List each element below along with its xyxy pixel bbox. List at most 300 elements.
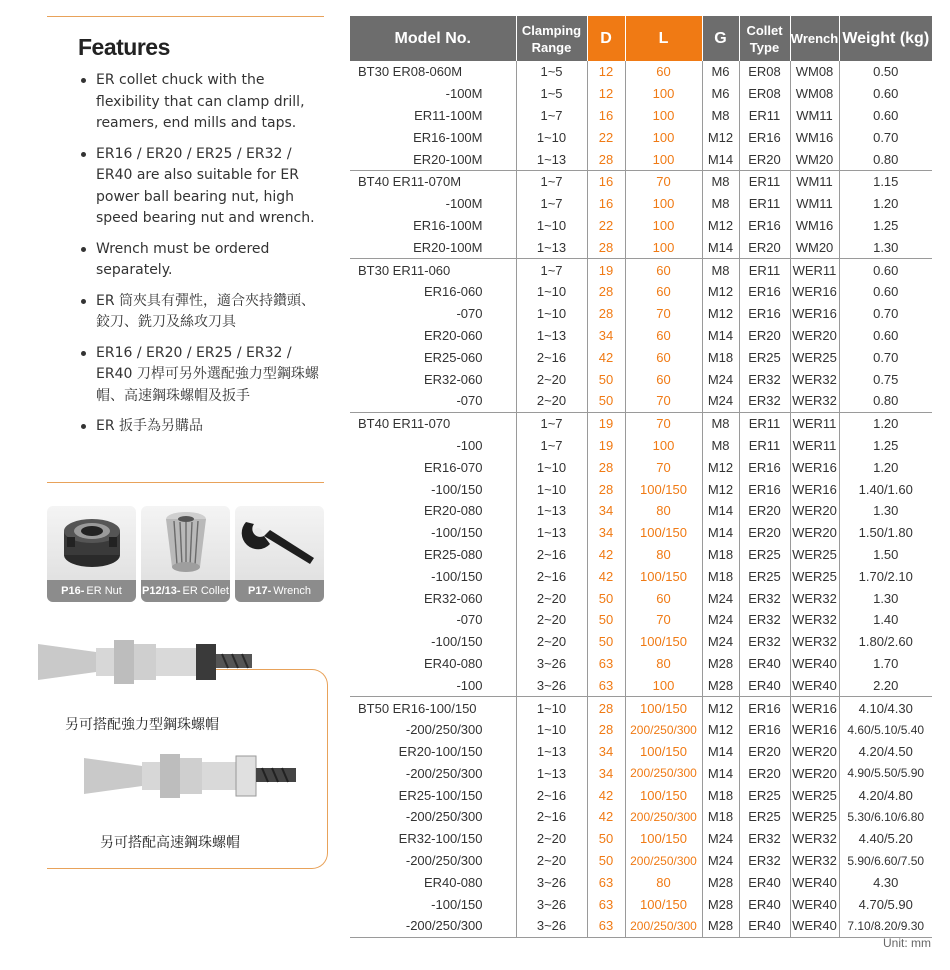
col-wrench: Wrench — [790, 16, 839, 61]
cell-clamping: 1~13 — [516, 236, 587, 258]
cell-clamping: 1~10 — [516, 697, 587, 719]
col-collet-type: Collet Type — [739, 16, 790, 61]
cell-model: -200/250/300 — [350, 915, 516, 937]
cell-collet: ER25 — [739, 346, 790, 368]
cell-weight: 0.60 — [873, 86, 899, 102]
cell-model: ER20-060 — [350, 325, 516, 347]
cell-weight: 4.60/5.10/5.40 — [847, 722, 925, 737]
cell-wrench: WER16 — [790, 303, 839, 325]
feature-item: ER16 / ER20 / ER25 / ER32 / ER40 are also suitable for ER power ball bearing nut, high speed bearing nut and wrench. — [78, 144, 328, 230]
cell-weight: 4.30 — [873, 874, 899, 890]
cell-wrench: WM11 — [790, 193, 839, 215]
cell-model: -100/150 — [350, 565, 516, 587]
thumb-caption: P12/13- ER Collet — [141, 580, 230, 602]
cell-g: M24 — [702, 850, 739, 872]
table-row — [350, 456, 932, 478]
cell-d: 22 — [587, 126, 625, 148]
cell-collet: ER20 — [739, 500, 790, 522]
cell-weight: 0.60 — [839, 259, 932, 281]
table-row — [350, 784, 932, 806]
table-row — [350, 193, 932, 215]
cell-clamping: 1~13 — [516, 763, 587, 785]
cell-l: 60 — [625, 325, 702, 347]
cell-weight: 1.30 — [873, 503, 899, 519]
cell-collet: ER11 — [739, 259, 790, 281]
cell-l: 80 — [625, 871, 702, 893]
cell-clamping: 1~13 — [516, 741, 587, 763]
cell-g: M14 — [702, 741, 739, 763]
cell-model: ER32-060 — [350, 587, 516, 609]
table-row — [350, 170, 932, 192]
cell-model: ER25-100/150 — [350, 784, 516, 806]
cell-l: 100/150 — [625, 784, 702, 806]
cell-g: M28 — [702, 893, 739, 915]
cell-collet: ER40 — [739, 893, 790, 915]
cell-wrench: WER32 — [790, 587, 839, 609]
cell-d: 12 — [587, 61, 625, 83]
cell-collet: ER25 — [739, 784, 790, 806]
cell-l: 70 — [625, 456, 702, 478]
cell-d: 50 — [587, 850, 625, 872]
mid-divider — [47, 482, 324, 483]
cell-l: 70 — [625, 390, 702, 412]
cell-model: -070 — [350, 303, 516, 325]
cell-g: M14 — [702, 148, 739, 170]
cell-weight: 7.10/8.20/9.30 — [839, 915, 932, 937]
cell-g: M8 — [702, 193, 739, 215]
table-row — [350, 609, 932, 631]
cell-d: 63 — [587, 893, 625, 915]
cell-g: M24 — [702, 368, 739, 390]
table-row — [350, 544, 932, 566]
cell-g: M28 — [702, 653, 739, 675]
cell-collet: ER16 — [739, 215, 790, 237]
cell-l: 200/250/300 — [625, 763, 702, 785]
holder-power-nut-caption: 另可搭配強力型鋼珠螺帽 — [65, 717, 219, 733]
cell-d: 28 — [587, 697, 625, 719]
cell-clamping: 2~20 — [516, 828, 587, 850]
table-row — [350, 215, 932, 237]
cell-clamping: 3~26 — [516, 653, 587, 675]
cell-d: 63 — [587, 871, 625, 893]
table-row — [350, 126, 932, 148]
table-row — [350, 303, 932, 325]
cell-l: 200/250/300 — [625, 806, 702, 828]
cell-wrench: WER16 — [790, 719, 839, 741]
cell-model: -200/250/300 — [350, 806, 516, 828]
cell-wrench: WER32 — [790, 390, 839, 412]
cell-weight: 0.60 — [873, 107, 899, 123]
features-list — [78, 70, 328, 447]
cell-collet: ER08 — [739, 83, 790, 105]
cell-collet: ER16 — [739, 478, 790, 500]
cell-d: 50 — [587, 587, 625, 609]
col-model-no: Model No. — [350, 16, 516, 61]
top-divider — [47, 16, 324, 17]
cell-d: 50 — [587, 631, 625, 653]
col-l: L — [625, 16, 702, 61]
cell-wrench: WM20 — [790, 148, 839, 170]
cell-d: 34 — [587, 741, 625, 763]
cell-collet: ER11 — [739, 435, 790, 457]
cell-g: M8 — [702, 412, 739, 434]
cell-clamping: 1~7 — [516, 435, 587, 457]
cell-l: 100 — [625, 435, 702, 457]
cell-model: ER40-080 — [350, 653, 516, 675]
cell-clamping: 1~10 — [516, 456, 587, 478]
cell-l: 80 — [625, 500, 702, 522]
cell-wrench: WM16 — [790, 126, 839, 148]
cell-weight: 1.25 — [873, 217, 899, 233]
cell-weight: 0.80 — [873, 151, 899, 167]
cell-clamping: 2~20 — [516, 631, 587, 653]
cell-g: M28 — [702, 915, 739, 937]
cell-l: 70 — [625, 412, 702, 434]
cell-model: BT50 ER16-100/150 — [350, 697, 516, 719]
cell-wrench: WM11 — [790, 105, 839, 127]
cell-collet: ER32 — [739, 850, 790, 872]
cell-wrench: WER16 — [790, 697, 839, 719]
table-row — [350, 674, 932, 696]
cell-l: 60 — [625, 346, 702, 368]
cell-clamping: 1~10 — [516, 719, 587, 741]
cell-collet: ER20 — [739, 236, 790, 258]
cell-g: M8 — [702, 435, 739, 457]
cell-collet: ER32 — [739, 631, 790, 653]
cell-model: -100M — [350, 83, 516, 105]
cell-d: 42 — [587, 806, 625, 828]
cell-weight: 1.30 — [873, 239, 899, 255]
cell-weight: 1.15 — [839, 170, 932, 192]
cell-g: M12 — [702, 126, 739, 148]
cell-wrench: WER25 — [790, 544, 839, 566]
cell-d: 28 — [587, 148, 625, 170]
table-row — [350, 148, 932, 170]
features-title: Features — [78, 34, 170, 60]
cell-model: ER16-060 — [350, 281, 516, 303]
cell-d: 42 — [587, 784, 625, 806]
cell-clamping: 3~26 — [516, 674, 587, 696]
cell-l: 100 — [625, 126, 702, 148]
cell-wrench: WM16 — [790, 215, 839, 237]
table-row — [350, 236, 932, 258]
cell-l: 100/150 — [625, 741, 702, 763]
cell-clamping: 1~5 — [516, 83, 587, 105]
cell-l: 200/250/300 — [625, 850, 702, 872]
cell-g: M12 — [702, 215, 739, 237]
cell-clamping: 2~16 — [516, 544, 587, 566]
cell-l: 100/150 — [625, 631, 702, 653]
cell-collet: ER20 — [739, 325, 790, 347]
cell-collet: ER11 — [739, 170, 790, 192]
cell-wrench: WER20 — [790, 763, 839, 785]
table-row — [350, 478, 932, 500]
cell-model: -200/250/300 — [350, 719, 516, 741]
cell-weight: 1.70 — [873, 655, 899, 671]
table-row — [350, 522, 932, 544]
table-row — [350, 105, 932, 127]
cell-collet: ER20 — [739, 522, 790, 544]
cell-weight: 2.20 — [873, 677, 899, 693]
cell-collet: ER40 — [739, 915, 790, 937]
cell-weight: 1.20 — [873, 196, 899, 212]
cell-clamping: 2~16 — [516, 565, 587, 587]
table-row — [350, 631, 932, 653]
cell-clamping: 3~26 — [516, 893, 587, 915]
cell-model: -200/250/300 — [350, 763, 516, 785]
cell-collet: ER20 — [739, 741, 790, 763]
cell-wrench: WER40 — [790, 893, 839, 915]
cell-d: 63 — [587, 674, 625, 696]
table-row — [350, 412, 932, 434]
cell-l: 60 — [625, 281, 702, 303]
col-weight: Weight (kg) — [839, 16, 932, 61]
cell-d: 28 — [587, 719, 625, 741]
feature-item: ER 扳手為另購品 — [78, 416, 328, 438]
cell-d: 50 — [587, 368, 625, 390]
cell-d: 42 — [587, 346, 625, 368]
cell-d: 50 — [587, 390, 625, 412]
cell-clamping: 1~13 — [516, 522, 587, 544]
cell-clamping: 1~10 — [516, 215, 587, 237]
table-row — [350, 368, 932, 390]
table-row — [350, 435, 932, 457]
cell-l: 70 — [625, 609, 702, 631]
cell-l: 100/150 — [625, 478, 702, 500]
cell-clamping: 1~7 — [516, 412, 587, 434]
holder-hs-nut-image — [82, 742, 302, 810]
cell-wrench: WER32 — [790, 850, 839, 872]
cell-model: -100 — [350, 435, 516, 457]
table-row — [350, 828, 932, 850]
cell-model: ER16-100M — [350, 126, 516, 148]
cell-model: -100/150 — [350, 478, 516, 500]
feature-item: ER 筒夾具有彈性，適合夾持鑽頭、鉸刀、銑刀及絲攻刀具 — [78, 291, 328, 334]
cell-g: M18 — [702, 346, 739, 368]
cell-wrench: WER40 — [790, 674, 839, 696]
cell-weight: 0.70 — [873, 349, 899, 365]
cell-clamping: 1~10 — [516, 478, 587, 500]
cell-wrench: WM11 — [790, 170, 839, 192]
holder-power-nut-image — [36, 626, 256, 696]
cell-g: M14 — [702, 325, 739, 347]
cell-collet: ER16 — [739, 697, 790, 719]
cell-l: 80 — [625, 544, 702, 566]
cell-wrench: WER11 — [790, 412, 839, 434]
table-row — [350, 806, 932, 828]
cell-d: 34 — [587, 522, 625, 544]
cell-clamping: 3~26 — [516, 915, 587, 937]
cell-l: 60 — [625, 259, 702, 281]
cell-g: M8 — [702, 170, 739, 192]
cell-d: 12 — [587, 83, 625, 105]
cell-model: -070 — [350, 390, 516, 412]
cell-weight: 0.80 — [873, 393, 899, 409]
cell-model: -100 — [350, 674, 516, 696]
cell-model: BT30 ER08-060M — [350, 61, 516, 83]
cell-clamping: 1~7 — [516, 170, 587, 192]
cell-d: 42 — [587, 565, 625, 587]
cell-collet: ER25 — [739, 565, 790, 587]
cell-l: 100 — [625, 674, 702, 696]
cell-model: ER32-060 — [350, 368, 516, 390]
cell-d: 16 — [587, 170, 625, 192]
cell-weight: 0.50 — [873, 64, 899, 80]
cell-l: 200/250/300 — [625, 915, 702, 937]
er-nut-icon — [57, 511, 127, 573]
holder-hs-nut-caption: 另可搭配高速鋼珠螺帽 — [100, 835, 240, 851]
cell-model: -100/150 — [350, 893, 516, 915]
cell-g: M14 — [702, 522, 739, 544]
cell-g: M18 — [702, 806, 739, 828]
cell-l: 100 — [625, 148, 702, 170]
cell-model: ER25-080 — [350, 544, 516, 566]
cell-weight: 1.50 — [873, 546, 899, 562]
cell-g: M12 — [702, 456, 739, 478]
cell-model: ER40-080 — [350, 871, 516, 893]
cell-g: M14 — [702, 236, 739, 258]
cell-collet: ER16 — [739, 456, 790, 478]
table-row — [350, 500, 932, 522]
cell-weight: 5.90/6.60/7.50 — [847, 853, 925, 868]
thumb-er-collet[interactable] — [141, 506, 230, 602]
thumb-wrench[interactable] — [235, 506, 324, 602]
cell-clamping: 2~20 — [516, 368, 587, 390]
cell-g: M24 — [702, 609, 739, 631]
cell-wrench: WER20 — [790, 741, 839, 763]
cell-g: M12 — [702, 281, 739, 303]
cell-weight: 4.20/4.80 — [858, 787, 913, 803]
table-row — [350, 61, 932, 83]
cell-l: 60 — [625, 368, 702, 390]
cell-wrench: WM08 — [790, 83, 839, 105]
cell-clamping: 2~20 — [516, 587, 587, 609]
cell-clamping: 2~16 — [516, 784, 587, 806]
cell-wrench: WER16 — [790, 281, 839, 303]
cell-weight: 4.70/5.90 — [858, 896, 913, 912]
cell-model: -100M — [350, 193, 516, 215]
cell-clamping: 2~20 — [516, 609, 587, 631]
cell-wrench: WER32 — [790, 368, 839, 390]
feature-item: ER collet chuck with the flexibility that can clamp drill, reamers, end mills and taps. — [78, 70, 328, 135]
cell-d: 63 — [587, 653, 625, 675]
cell-l: 200/250/300 — [625, 719, 702, 741]
col-d: D — [587, 16, 625, 61]
cell-g: M24 — [702, 390, 739, 412]
cell-g: M28 — [702, 871, 739, 893]
cell-collet: ER11 — [739, 105, 790, 127]
cell-weight: 0.60 — [873, 284, 899, 300]
cell-clamping: 1~13 — [516, 500, 587, 522]
table-row — [350, 565, 932, 587]
cell-collet: ER25 — [739, 806, 790, 828]
cell-wrench: WER25 — [790, 806, 839, 828]
cell-clamping: 3~26 — [516, 871, 587, 893]
cell-weight: 4.90/5.50/5.90 — [847, 766, 925, 781]
cell-d: 50 — [587, 609, 625, 631]
cell-clamping: 1~13 — [516, 325, 587, 347]
cell-clamping: 1~10 — [516, 281, 587, 303]
cell-l: 100 — [625, 105, 702, 127]
cell-wrench: WER11 — [790, 259, 839, 281]
cell-l: 80 — [625, 653, 702, 675]
cell-weight: 0.60 — [873, 327, 899, 343]
cell-l: 100 — [625, 236, 702, 258]
thumb-caption: P16- ER Nut — [47, 580, 136, 602]
cell-l: 100 — [625, 83, 702, 105]
cell-model: -070 — [350, 609, 516, 631]
table-row — [350, 763, 932, 785]
cell-collet: ER16 — [739, 719, 790, 741]
cell-d: 28 — [587, 303, 625, 325]
thumb-er-nut[interactable] — [47, 506, 136, 602]
cell-wrench: WM20 — [790, 236, 839, 258]
cell-clamping: 1~5 — [516, 61, 587, 83]
cell-weight: 4.40/5.20 — [858, 831, 913, 847]
table-row — [350, 850, 932, 872]
table-row — [350, 697, 932, 719]
cell-weight: 1.40 — [873, 612, 899, 628]
cell-l: 60 — [625, 61, 702, 83]
cell-model: ER32-100/150 — [350, 828, 516, 850]
cell-collet: ER32 — [739, 390, 790, 412]
cell-d: 22 — [587, 215, 625, 237]
cell-collet: ER20 — [739, 763, 790, 785]
cell-wrench: WM08 — [790, 61, 839, 83]
cell-wrench: WER20 — [790, 522, 839, 544]
cell-collet: ER16 — [739, 281, 790, 303]
cell-d: 50 — [587, 828, 625, 850]
cell-weight: 1.20 — [839, 412, 932, 434]
cell-model: BT30 ER11-060 — [350, 259, 516, 281]
cell-wrench: WER40 — [790, 915, 839, 937]
cell-d: 63 — [587, 915, 625, 937]
cell-d: 28 — [587, 236, 625, 258]
wrench-icon — [240, 512, 320, 572]
cell-g: M24 — [702, 828, 739, 850]
cell-collet: ER32 — [739, 609, 790, 631]
cell-model: ER16-100M — [350, 215, 516, 237]
table-row — [350, 83, 932, 105]
cell-clamping: 2~20 — [516, 390, 587, 412]
cell-l: 100 — [625, 215, 702, 237]
cell-wrench: WER40 — [790, 871, 839, 893]
cell-l: 100/150 — [625, 828, 702, 850]
cell-clamping: 2~20 — [516, 850, 587, 872]
cell-model: -100/150 — [350, 631, 516, 653]
cell-g: M8 — [702, 105, 739, 127]
cell-clamping: 1~7 — [516, 193, 587, 215]
cell-d: 19 — [587, 412, 625, 434]
cell-d: 19 — [587, 435, 625, 457]
cell-g: M18 — [702, 544, 739, 566]
cell-g: M18 — [702, 565, 739, 587]
cell-d: 34 — [587, 763, 625, 785]
cell-clamping: 1~13 — [516, 148, 587, 170]
feature-item: Wrench must be ordered separately. — [78, 239, 328, 282]
cell-wrench: WER20 — [790, 325, 839, 347]
accessory-thumbnails — [47, 506, 324, 602]
table-row — [350, 390, 932, 412]
cell-model: ER11-100M — [350, 105, 516, 127]
cell-collet: ER32 — [739, 368, 790, 390]
cell-model: ER20-100/150 — [350, 741, 516, 763]
cell-g: M24 — [702, 631, 739, 653]
cell-model: ER20-100M — [350, 148, 516, 170]
cell-weight: 0.75 — [873, 371, 899, 387]
unit-note: Unit: mm — [883, 936, 931, 950]
cell-collet: ER20 — [739, 148, 790, 170]
